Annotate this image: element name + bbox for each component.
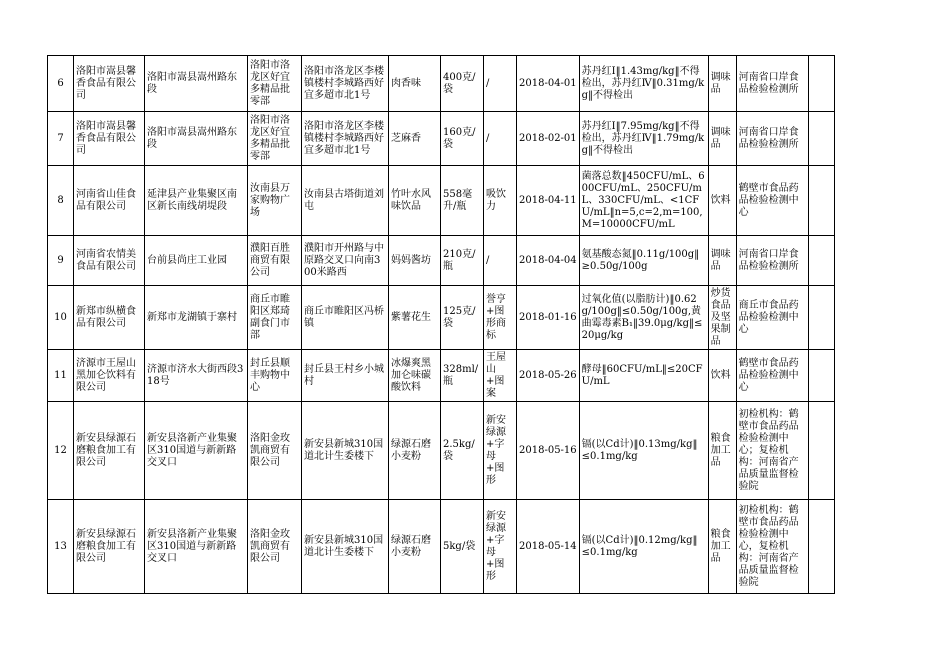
manufacturer-address-cell: 台前县尚庄工业园 bbox=[145, 236, 248, 286]
sampled-address-cell: 濮阳市开州路与中原路交叉口向南300米路西 bbox=[302, 236, 389, 286]
production-date-cell: 2018-04-01 bbox=[517, 56, 580, 112]
failed-item-cell: 镉(以Cd计)‖0.12mg/kg‖≤0.1mg/kg bbox=[579, 500, 708, 594]
sampled-unit-cell: 汝南县万家购物广场 bbox=[248, 166, 302, 236]
manufacturer-address-cell: 新安县洛新产业集聚区310国道与新新路交叉口 bbox=[145, 500, 248, 594]
testing-agency-cell: 初检机构：鹤壁市食品药品检验检测中心；复检机构：河南省产品质量监督检验院 bbox=[736, 402, 808, 500]
product-name-cell: 冰爆爽黑加仑味碳酸饮料 bbox=[389, 350, 441, 402]
food-category-cell: 粮食加工品 bbox=[708, 402, 736, 500]
empty-cell bbox=[808, 402, 834, 500]
sampled-address-cell: 封丘县王村乡小城村 bbox=[302, 350, 389, 402]
manufacturer-address-cell: 延津县产业集聚区南区新长南线胡堤段 bbox=[145, 166, 248, 236]
testing-agency-cell: 河南省口岸食品检验检测所 bbox=[736, 56, 808, 112]
manufacturer-cell: 新安县绿源石磨粮食加工有限公司 bbox=[74, 500, 145, 594]
manufacturer-cell: 河南省山佳食品有限公司 bbox=[74, 166, 145, 236]
manufacturer-cell: 洛阳市嵩县馨香食品有限公司 bbox=[74, 112, 145, 166]
testing-agency-cell: 商丘市食品药品检验检测中心 bbox=[736, 286, 808, 350]
brand-cell: 吸饮力 bbox=[484, 166, 517, 236]
empty-cell bbox=[808, 350, 834, 402]
sampled-address-cell: 新安县新城310国道北计生委楼下 bbox=[302, 500, 389, 594]
specification-cell: 558毫升/瓶 bbox=[441, 166, 484, 236]
brand-cell: 誉亨+图形商标 bbox=[484, 286, 517, 350]
sampled-address-cell: 新安县新城310国道北计生委楼下 bbox=[302, 402, 389, 500]
sampled-unit-cell: 洛阳金玫凯商贸有限公司 bbox=[248, 500, 302, 594]
sampled-address-cell: 洛阳市洛龙区李楼镇楼村李城路西好宜多超市北1号 bbox=[302, 112, 389, 166]
product-name-cell: 竹叶水风味饮品 bbox=[389, 166, 441, 236]
table-row bbox=[48, 402, 835, 500]
brand-cell: 新安绿源+字母+图形 bbox=[484, 500, 517, 594]
brand-cell: 新安绿源+字母+图形 bbox=[484, 402, 517, 500]
product-name-cell: 绿源石磨小麦粉 bbox=[389, 500, 441, 594]
table-row bbox=[48, 236, 835, 286]
row-number: 8 bbox=[48, 166, 74, 236]
sampled-address-cell: 汝南县古塔街道刘屯 bbox=[302, 166, 389, 236]
specification-cell: 5kg/袋 bbox=[441, 500, 484, 594]
brand-cell: / bbox=[484, 236, 517, 286]
sampled-address-cell: 商丘市睢阳区冯桥镇 bbox=[302, 286, 389, 350]
food-category-cell: 粮食加工品 bbox=[708, 500, 736, 594]
brand-cell: / bbox=[484, 56, 517, 112]
testing-agency-cell: 河南省口岸食品检验检测所 bbox=[736, 112, 808, 166]
sampled-unit-cell: 濮阳百胜商贸有限公司 bbox=[248, 236, 302, 286]
table-body bbox=[48, 56, 835, 594]
manufacturer-address-cell: 新安县洛新产业集聚区310国道与新新路交叉口 bbox=[145, 402, 248, 500]
row-number: 9 bbox=[48, 236, 74, 286]
food-category-cell: 调味品 bbox=[708, 56, 736, 112]
production-date-cell: 2018-02-01 bbox=[517, 112, 580, 166]
food-category-cell: 炒货食品及坚果制品 bbox=[708, 286, 736, 350]
row-number: 11 bbox=[48, 350, 74, 402]
production-date-cell: 2018-01-16 bbox=[517, 286, 580, 350]
testing-agency-cell: 鹤壁市食品药品检验检测中心 bbox=[736, 166, 808, 236]
failed-item-cell: 氨基酸态氮‖0.11g/100g‖≥0.50g/100g bbox=[579, 236, 708, 286]
row-number: 7 bbox=[48, 112, 74, 166]
sampled-unit-cell: 洛阳市洛龙区好宜多精品批零部 bbox=[248, 56, 302, 112]
production-date-cell: 2018-05-14 bbox=[517, 500, 580, 594]
row-number: 12 bbox=[48, 402, 74, 500]
production-date-cell: 2018-04-11 bbox=[517, 166, 580, 236]
product-name-cell: 绿源石磨小麦粉 bbox=[389, 402, 441, 500]
empty-cell bbox=[808, 236, 834, 286]
inspection-results-table bbox=[47, 55, 835, 594]
food-category-cell: 饮料 bbox=[708, 166, 736, 236]
manufacturer-address-cell: 济源市济水大街西段318号 bbox=[145, 350, 248, 402]
table-row bbox=[48, 350, 835, 402]
testing-agency-cell: 河南省口岸食品检验检测所 bbox=[736, 236, 808, 286]
specification-cell: 160克/袋 bbox=[441, 112, 484, 166]
failed-item-cell: 苏丹红Ⅰ‖1.43mg/kg‖不得检出，苏丹红Ⅳ‖0.31mg/kg‖不得检出 bbox=[579, 56, 708, 112]
production-date-cell: 2018-05-26 bbox=[517, 350, 580, 402]
failed-item-cell: 酵母‖60CFU/mL‖≤20CFU/mL bbox=[579, 350, 708, 402]
sampled-unit-cell: 封丘县顺丰购物中心 bbox=[248, 350, 302, 402]
manufacturer-address-cell: 洛阳市嵩县嵩州路东段 bbox=[145, 112, 248, 166]
manufacturer-cell: 河南省农情美食品有限公司 bbox=[74, 236, 145, 286]
empty-cell bbox=[808, 112, 834, 166]
failed-item-cell: 过氧化值(以脂肪计)‖0.62g/100g‖≤0.50g/100g,黄曲霉毒素B₁‖39.0μg/kg‖≤20μg/kg bbox=[579, 286, 708, 350]
empty-cell bbox=[808, 286, 834, 350]
table-row bbox=[48, 56, 835, 112]
manufacturer-address-cell: 洛阳市嵩县嵩州路东段 bbox=[145, 56, 248, 112]
production-date-cell: 2018-05-16 bbox=[517, 402, 580, 500]
manufacturer-cell: 济源市王屋山黑加仑饮料有限公司 bbox=[74, 350, 145, 402]
brand-cell: / bbox=[484, 112, 517, 166]
manufacturer-address-cell: 新郑市龙湖镇于寨村 bbox=[145, 286, 248, 350]
specification-cell: 400克/袋 bbox=[441, 56, 484, 112]
failed-item-cell: 苏丹红Ⅰ‖7.95mg/kg‖不得检出，苏丹红Ⅳ‖1.79mg/kg‖不得检出 bbox=[579, 112, 708, 166]
testing-agency-cell: 鹤壁市食品药品检验检测中心 bbox=[736, 350, 808, 402]
specification-cell: 210克/瓶 bbox=[441, 236, 484, 286]
brand-cell: 王屋山+图案 bbox=[484, 350, 517, 402]
row-number: 10 bbox=[48, 286, 74, 350]
specification-cell: 2.5kg/袋 bbox=[441, 402, 484, 500]
row-number: 13 bbox=[48, 500, 74, 594]
sampled-unit-cell: 商丘市睢阳区郑琦副食门市部 bbox=[248, 286, 302, 350]
testing-agency-cell: 初检机构：鹤壁市食品药品检验检测中心，复检机构：河南省产品质量监督检验院 bbox=[736, 500, 808, 594]
manufacturer-cell: 新安县绿源石磨粮食加工有限公司 bbox=[74, 402, 145, 500]
failed-item-cell: 菌落总数‖450CFU/mL、600CFU/mL、250CFU/mL、330CFU/mL、<1CFU/mL‖n=5,c=2,m=100,M=10000CFU/mL bbox=[579, 166, 708, 236]
manufacturer-cell: 洛阳市嵩县馨香食品有限公司 bbox=[74, 56, 145, 112]
table-row bbox=[48, 166, 835, 236]
product-name-cell: 肉香味 bbox=[389, 56, 441, 112]
food-category-cell: 饮料 bbox=[708, 350, 736, 402]
product-name-cell: 紫薯花生 bbox=[389, 286, 441, 350]
row-number: 6 bbox=[48, 56, 74, 112]
specification-cell: 328ml/瓶 bbox=[441, 350, 484, 402]
empty-cell bbox=[808, 166, 834, 236]
specification-cell: 125克/袋 bbox=[441, 286, 484, 350]
empty-cell bbox=[808, 500, 834, 594]
food-category-cell: 调味品 bbox=[708, 236, 736, 286]
failed-item-cell: 镉(以Cd计)‖0.13mg/kg‖≤0.1mg/kg bbox=[579, 402, 708, 500]
food-category-cell: 调味品 bbox=[708, 112, 736, 166]
table-row bbox=[48, 112, 835, 166]
sampled-unit-cell: 洛阳市洛龙区好宜多精品批零部 bbox=[248, 112, 302, 166]
table-row bbox=[48, 500, 835, 594]
product-name-cell: 妈妈酱坊 bbox=[389, 236, 441, 286]
production-date-cell: 2018-04-04 bbox=[517, 236, 580, 286]
empty-cell bbox=[808, 56, 834, 112]
table-row bbox=[48, 286, 835, 350]
sampled-unit-cell: 洛阳金玫凯商贸有限公司 bbox=[248, 402, 302, 500]
sampled-address-cell: 洛阳市洛龙区李楼镇楼村李城路西好宜多超市北1号 bbox=[302, 56, 389, 112]
manufacturer-cell: 新郑市纵横食品有限公司 bbox=[74, 286, 145, 350]
product-name-cell: 芝麻香 bbox=[389, 112, 441, 166]
